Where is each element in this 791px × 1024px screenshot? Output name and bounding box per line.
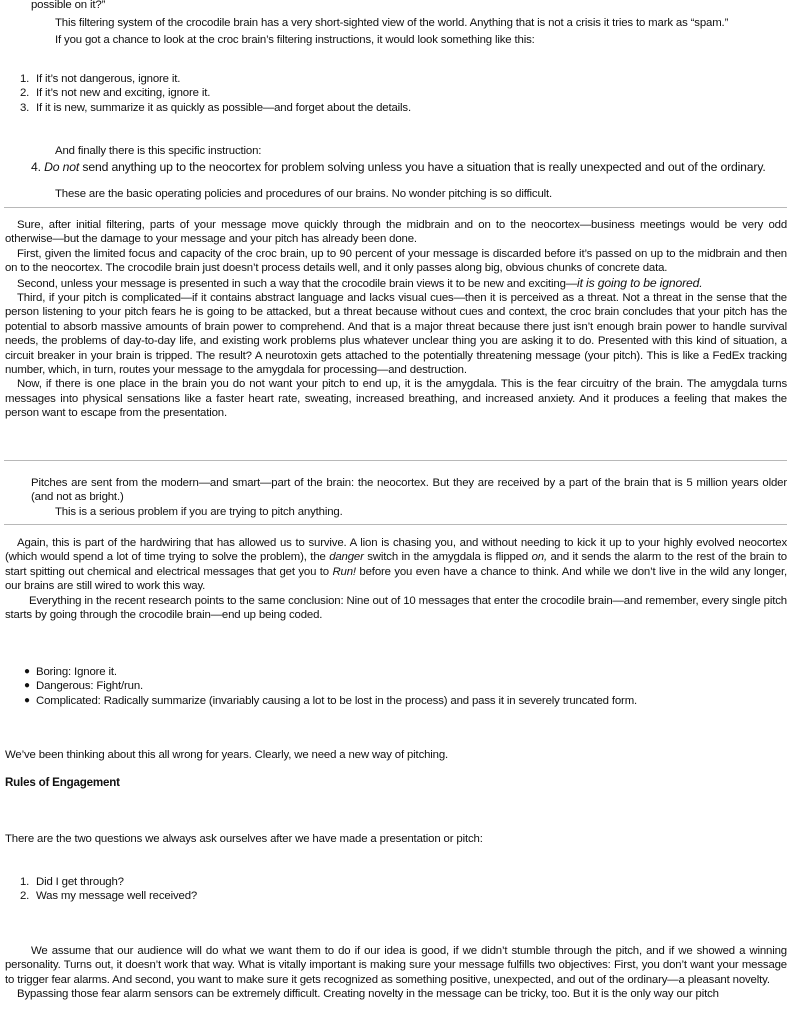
section-heading: Rules of Engagement: [5, 776, 120, 789]
emphasis-danger: danger: [329, 551, 364, 564]
list-item: 2. Was my message well received?: [20, 890, 198, 903]
paragraph: First, given the limited focus and capacity of the croc brain, up to 90 percent of your message is discarded before it’s passed on up to the midbrain and then on to the neocortex. The crocodile brain just doesn’t process details well, and it only passes along big, obvious chunks of concrete data.: [5, 247, 787, 275]
specific-instruction-intro: And finally there is this specific instruction:: [55, 145, 262, 157]
list-item: 1. Did I get through?: [20, 876, 124, 888]
bullet-icon: ●: [24, 694, 30, 706]
list-number: 2.: [20, 890, 30, 903]
list-number: 3.: [20, 101, 30, 114]
list-number: 1.: [20, 73, 30, 85]
emphasis-on: on,: [531, 551, 547, 564]
bullet-icon: ●: [24, 680, 30, 692]
bullet-icon: ●: [24, 666, 30, 677]
list-item-text: If it is new, summarize it as quickly as possible—and forget about the details.: [36, 101, 411, 114]
coding-list: [20, 665, 780, 708]
croc-instructions-paragraph: If you got a chance to look at the croc brain’s filtering instructions, it would look something like this:: [55, 34, 535, 46]
closing-section: [5, 944, 787, 1002]
emphasis-ignored: it is going to be ignored.: [577, 275, 703, 290]
divider: [4, 524, 787, 525]
emphasis-do-not: Do not: [44, 160, 80, 174]
paragraph: We assume that our audience will do what we want them to do if our idea is good, if we didn’t stumble through the pitch, and if we showed a winning personality. Turns out, it doesn’t work that way. What is vitally important is making sure your message fulfills two objectives: First, you don’t want your message to trigger fear alarms. And second, you want to make sure it gets recognized as something positive, unexpected, and out of the ordinary—a pleasant novelty.: [5, 945, 787, 986]
specific-instruction: [31, 160, 786, 175]
callout-text: Pitches are sent from the modern—and smart—part of the brain: the neocortex. But they are received by a part of the brain that is 5 million years older (and not as bright.): [31, 477, 787, 504]
body-section-1: [5, 218, 787, 421]
list-number: 4.: [31, 160, 41, 174]
lead-line: possible on it?”: [31, 0, 106, 11]
paragraph: Bypassing those fear alarm sensors can be extremely difficult. Creating novelty in the message can be tricky, too. But it is the only way our pitch: [17, 988, 719, 1001]
list-number: 2.: [20, 87, 30, 100]
list-item-text: If it’s not new and exciting, ignore it.: [36, 87, 211, 100]
list-item: [20, 86, 720, 100]
callout-serious-problem: This is a serious problem if you are trying to pitch anything.: [55, 506, 343, 518]
questions-list: [20, 875, 520, 904]
paragraph: Second, unless your message is presented in such a way that the crocodile brain views it to be new and exciting—it is going to be ignored.: [17, 275, 703, 290]
filter-rules-list: [20, 72, 720, 115]
list-item-text: If it’s not dangerous, ignore it.: [36, 73, 181, 85]
body-section-2: [5, 536, 787, 622]
emphasis-run: Run!: [332, 565, 356, 578]
paragraph: Now, if there is one place in the brain you do not want your pitch to end up, it is the amygdala. This is the fear circuitry of the brain. The amygdala turns messages into physical sensations like a faster heart rate, sweating, increased breathing, and increased anxiety. And it produces a feeling that makes the person want to escape from the presentation.: [5, 378, 787, 420]
list-item: ● Dangerous: Fight/run.: [24, 680, 144, 693]
list-item: [20, 72, 720, 86]
policies-paragraph: These are the basic operating policies and procedures of our brains. No wonder pitching is so difficult.: [55, 188, 553, 200]
divider: [4, 460, 787, 461]
questions-intro: There are the two questions we always ask ourselves after we have made a presentation or pitch:: [5, 833, 483, 845]
paragraph: Third, if your pitch is complicated—if it contains abstract language and lacks visual cues—then it is perceived as a threat. Not a threat in the sense that the person listening to your pitch fears he is going to be attacked, but a threat because without cues and context, the croc brain concludes that your pitch has the potential to absorb massive amounts of brain power to comprehend. And that is a major threat because there just isn’t enough brain power to handle survival needs, the problems of day-to-day life, and existing work problems plus whatever unclear thing you are asking it to do. Presented with this kind of situation, a circuit breaker in your brain is tripped. The result? A neurotoxin gets attached to the potentially threatening message (your pitch). This is like a FedEx tracking number, which, in turn, routes your message to the amygdala for processing—and destruction.: [5, 292, 787, 377]
paragraph: Everything in the recent research points to the same conclusion: Nine out of 10 messages that enter the crocodile brain—and remember, every single pitch starts by going through the crocodile brain—end up being coded.: [5, 594, 787, 622]
new-way-paragraph: We’ve been thinking about this all wrong for years. Clearly, we need a new way of pitching.: [5, 749, 449, 761]
specific-instruction-text: send anything up to the neocortex for problem solving unless you have a situation that is really unexpected and out of the ordinary.: [79, 160, 766, 174]
list-number: 1.: [20, 876, 30, 888]
paragraph: Again, this is part of the hardwiring that has allowed us to survive. A lion is chasing you, and without needing to kick it up to your highly evolved neocortex (which would spend a lot of time trying to solve the problem), the danger switch in the amygdala is flipped on, and it sends the alarm to the rest of the brain to start spitting out chemical and electrical messages that get you to Run! before you even have a chance to think. And while we don’t live in the wild any longer, our brains are still wired to work this way.: [5, 537, 788, 593]
list-item: [20, 101, 720, 115]
croc-filter-paragraph: This filtering system of the crocodile brain has a very short-sighted view of the world. Anything that is not a crisis it tries to mark as “spam.”: [55, 17, 729, 29]
callout-block: [31, 476, 787, 505]
paragraph: Sure, after initial filtering, parts of your message move quickly through the midbrain and on to the neocortex—business meetings would be very odd otherwise—but the damage to your message and your pitch has already been done.: [5, 219, 787, 246]
list-item: ● Complicated: Radically summarize (invariably causing a lot to be lost in the process) and pass it in severely truncated form.: [24, 694, 638, 707]
divider: [4, 207, 787, 208]
list-item: ● Boring: Ignore it.: [24, 666, 117, 678]
